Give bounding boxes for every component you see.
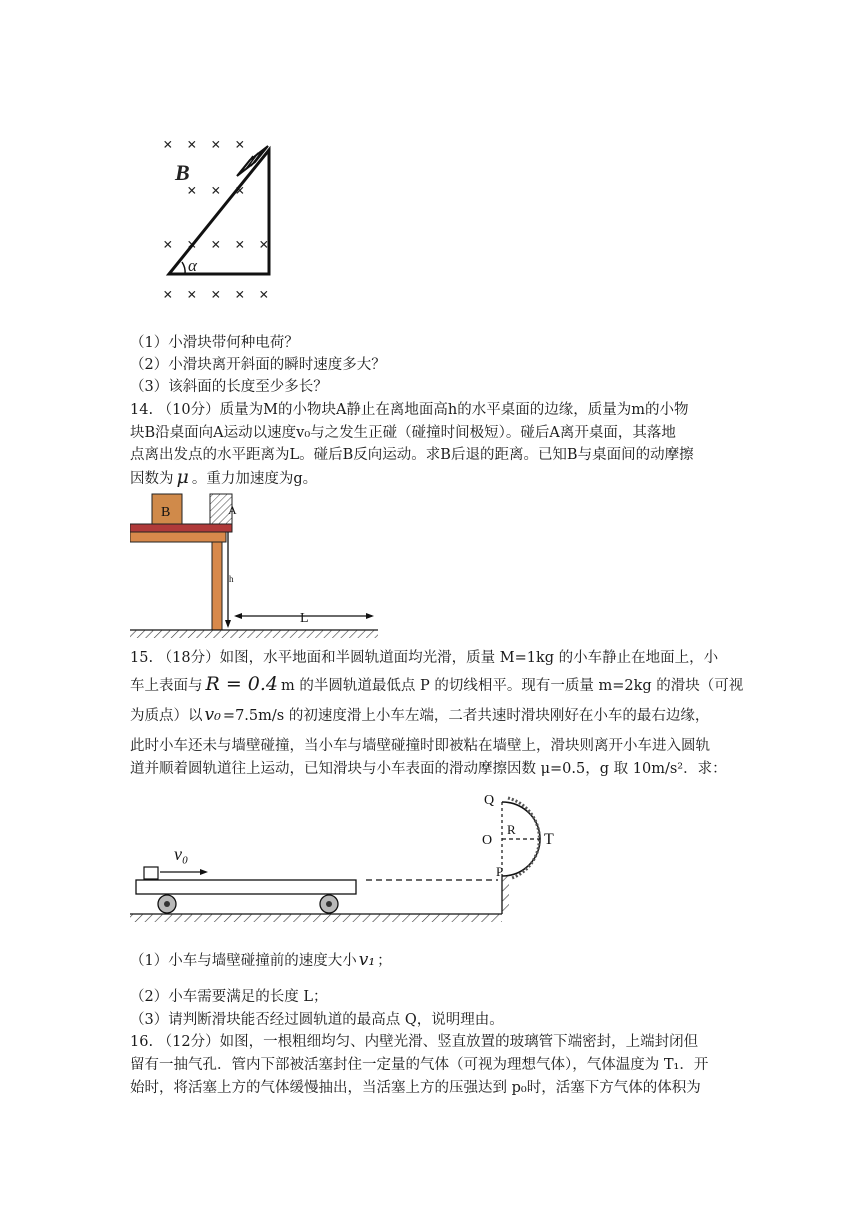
q13-sub3: （3）该斜面的长度至少多长？ — [130, 379, 328, 395]
ground-hatch — [130, 914, 502, 922]
x-mark: × — [235, 135, 245, 154]
x-mark: × — [163, 235, 173, 254]
x-mark: × — [235, 285, 245, 304]
point-p-label: P — [496, 864, 504, 879]
block-a-label: A — [228, 503, 237, 517]
table-leg — [212, 542, 222, 630]
height-label: h — [229, 574, 234, 584]
v0-label: v₀ — [174, 844, 189, 864]
point-t-label: T — [544, 831, 554, 848]
q14-line2: 块B沿桌面向A运动以速度v₀与之发生正碰（碰撞时间极短）。碰后A离开桌面，其落地 — [130, 425, 676, 441]
point-o-label: O — [482, 833, 493, 848]
q15-line2-suffix: m 的半圆轨道最低点 P 的切线相平。现有一质量 m=2kg 的滑块（可视 — [281, 678, 744, 694]
q15-line4: 此时小车还未与墙壁碰撞，当小车与墙壁碰撞时即被粘在墙壁上，滑块则离开小车进入圆轨 — [130, 738, 710, 754]
table-blocks-figure — [130, 492, 380, 642]
q15-line3-prefix: 为质点）以 — [130, 708, 203, 724]
v0-symbol: v₀ — [204, 705, 221, 725]
x-mark: × — [211, 235, 221, 254]
cart-track-figure — [130, 788, 590, 928]
x-mark: × — [187, 235, 197, 254]
x-mark: × — [163, 135, 173, 154]
q16-line2: 留有一抽气孔．管内下部被活塞封住一定量的气体（可视为理想气体），气体温度为 T₁．开 — [130, 1057, 709, 1073]
q15-sub1-suffix: ； — [377, 953, 392, 969]
x-mark: × — [211, 135, 221, 154]
x-mark: × — [187, 135, 197, 154]
q16-line1: 16. （12分）如图，一根粗细均匀、内壁光滑、竖直放置的玻璃管下端密封，上端封闭但 — [130, 1034, 699, 1050]
cart-body — [136, 880, 356, 894]
radius-equation: R = 0.4 — [205, 673, 279, 695]
q15-line2-prefix: 车上表面与 — [130, 678, 203, 694]
semicircle-track — [502, 802, 540, 876]
x-mark: × — [235, 181, 245, 200]
q15-sub1 — [130, 950, 392, 971]
table-apron — [130, 532, 226, 542]
point-q-label: Q — [484, 793, 495, 808]
radius-label: R — [507, 822, 516, 837]
table-top — [130, 524, 232, 532]
ground-hatch — [130, 630, 378, 638]
slider-block — [144, 867, 158, 879]
distance-label: L — [300, 611, 309, 626]
q13-sub1: （1）小滑块带何种电荷？ — [130, 335, 299, 351]
q14-line1: 14. （10分）质量为M的小物块A静止在离地面高h的水平桌面的边缘，质量为m的小物 — [130, 402, 689, 418]
x-mark: × — [211, 285, 221, 304]
angle-arc — [182, 262, 185, 274]
field-label-b: B — [175, 160, 190, 185]
q14-line4 — [130, 467, 317, 489]
x-mark: × — [259, 235, 269, 254]
track-hatch — [508, 798, 539, 878]
x-mark: × — [211, 181, 221, 200]
q15-line5: 道并顺着圆轨道往上运动，已知滑块与小车表面的滑动摩擦因数 μ=0.5，g 取 10m/s²．求： — [130, 761, 727, 777]
q15-line3 — [130, 705, 709, 726]
mu-symbol: μ — [176, 466, 189, 488]
q15-sub3: （3）请判断滑块能否经过圆轨道的最高点 Q，说明理由。 — [130, 1012, 504, 1028]
incline-magnetic-field-figure — [155, 128, 285, 308]
cart-wheel-left — [158, 895, 176, 913]
q13-sub2: （2）小滑块离开斜面的瞬时速度多大？ — [130, 357, 386, 373]
x-mark: × — [187, 181, 197, 200]
q15-line3-suffix: =7.5m/s 的初速度滑上小车左端，二者共速时滑块刚好在小车的最右边缘， — [222, 708, 710, 724]
block-b-label: B — [161, 505, 171, 520]
q15-line1: 15. （18分）如图，水平地面和半圆轨道面均光滑，质量 M=1kg 的小车静止在地面上，小 — [130, 650, 719, 666]
q14-line3: 点离出发点的水平距离为L。碰后B反向运动。求B后退的距离。已知B与桌面间的动摩擦 — [130, 447, 694, 463]
x-mark: × — [187, 285, 197, 304]
q14-line4-suffix: 。重力加速度为g。 — [191, 471, 318, 487]
angle-label-alpha: α — [188, 256, 197, 275]
x-mark: × — [259, 285, 269, 304]
q15-sub2: （2）小车需要满足的长度 L； — [130, 989, 328, 1005]
q15-line2 — [130, 674, 743, 696]
x-mark: × — [235, 235, 245, 254]
wall-hatch — [502, 876, 509, 914]
v1-symbol: v₁ — [358, 950, 376, 970]
q16-line3: 始时，将活塞上方的气体缓慢抽出，当活塞上方的压强达到 p₀时，活塞下方气体的体积为 — [130, 1080, 701, 1096]
q14-line4-prefix: 因数为 — [130, 471, 174, 487]
q15-sub1-prefix: （1）小车与墙壁碰撞前的速度大小 — [130, 953, 357, 969]
x-mark: × — [163, 285, 173, 304]
cart-wheel-right — [320, 895, 338, 913]
